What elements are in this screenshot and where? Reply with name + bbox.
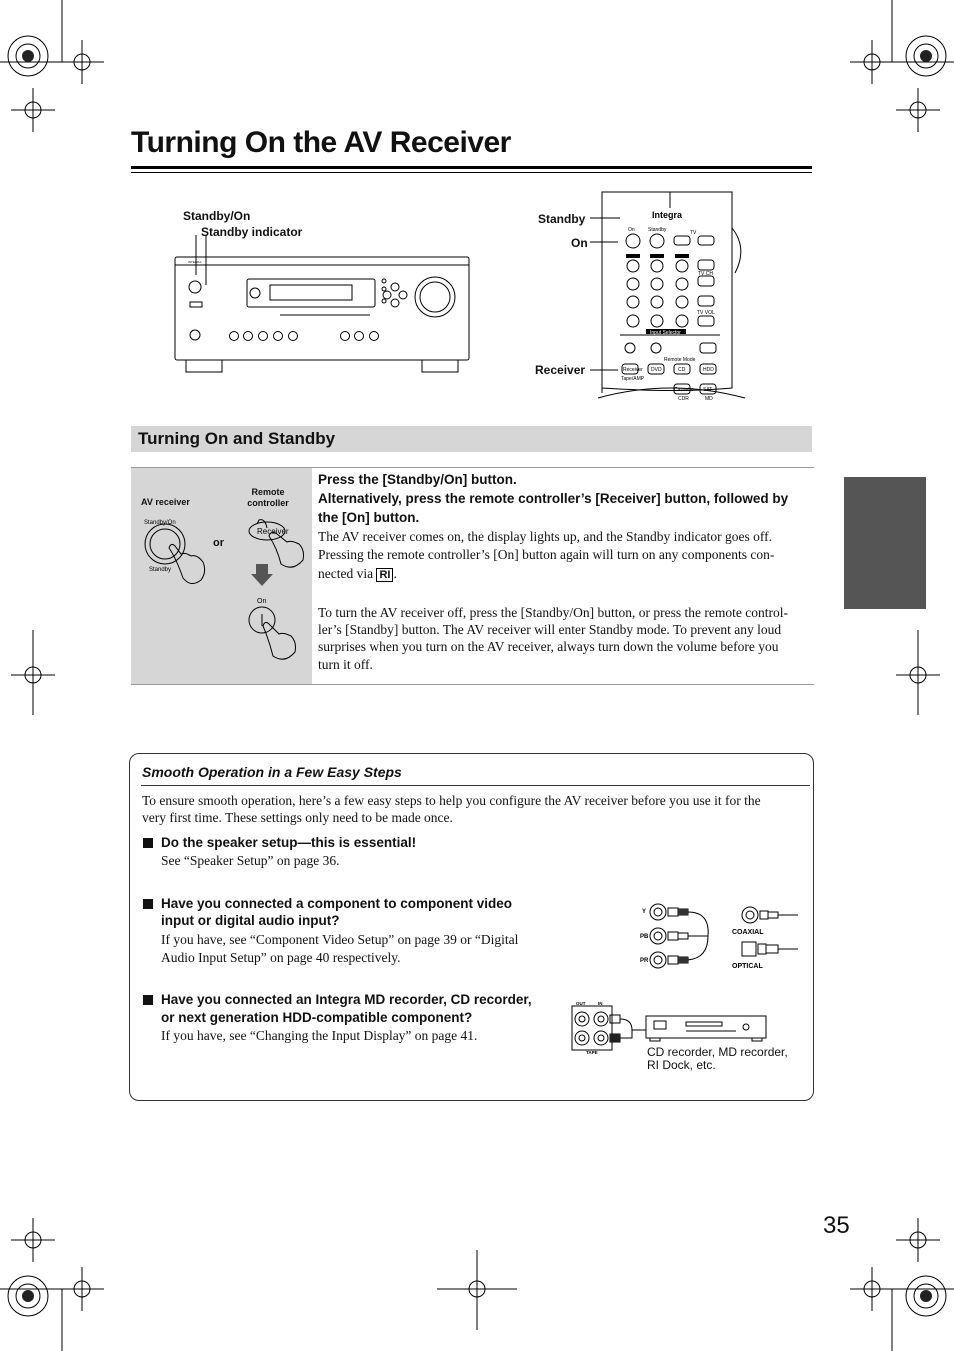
title-rule-thin [131, 172, 812, 173]
key-receiver: Receiver [257, 527, 289, 536]
page-title: Turning On the AV Receiver [131, 126, 511, 159]
label-remote-standby: Standby [538, 212, 586, 226]
item3-heading-line2: or next generation HDD-compatible component? [161, 1010, 473, 1025]
para2-line2: ler’s [Standby] button. The AV receiver will enter Standby mode. To prevent any loud [318, 622, 782, 637]
smooth-title-rule [141, 785, 810, 786]
svg-text:Input Selector: Input Selector [650, 330, 681, 336]
key-on: On [257, 598, 267, 605]
item2-body-line1: If you have, see “Component Video Setup” on page 39 or “Digital [161, 932, 519, 947]
bullet-square [143, 995, 153, 1005]
title-rule [131, 166, 812, 169]
chapter-tab [844, 477, 926, 609]
label-standby-on-small: Standby/On [144, 520, 176, 526]
item1-body: See “Speaker Setup” on page 36. [161, 853, 340, 868]
item3-body-line1: If you have, see “Changing the Input Display” on page 41. [161, 1028, 478, 1043]
item1-heading: Do the speaker setup—this is essential! [161, 835, 417, 850]
component-connection-illustration [636, 898, 806, 974]
label-av-receiver: AV receiver [141, 497, 190, 507]
label-out: OUT [576, 1001, 586, 1006]
svg-text:TV CH: TV CH [698, 271, 713, 277]
page-number: 35 [823, 1212, 850, 1239]
item2-heading-line1: Have you connected a component to component video [161, 896, 513, 911]
label-in: IN [598, 1001, 603, 1006]
item3-heading-line1: Have you connected an Integra MD recorder, CD recorder, [161, 992, 532, 1007]
step-instruction-2: Alternatively, press the remote controller’s [Receiver] button, followed by [318, 491, 789, 506]
panel-bottom-rule [131, 684, 814, 685]
svg-text:Tape/AMP: Tape/AMP [621, 376, 645, 382]
svg-text:DVD: DVD [651, 367, 662, 373]
svg-text:MD: MD [705, 396, 713, 402]
section-header [131, 426, 812, 452]
item2-body-line2: Audio Input Setup” on page 40 respectively. [161, 950, 401, 965]
svg-text:INTEGRA: INTEGRA [188, 260, 202, 264]
label-coaxial: COAXIAL [732, 929, 764, 936]
label-remote-on: On [571, 236, 588, 250]
para1-line1: The AV receiver comes on, the display lights up, and the Standby indicator goes off. [318, 529, 773, 544]
step-instruction-3: the [On] button. [318, 510, 420, 525]
para2-line4: turn it off. [318, 657, 373, 672]
svg-text:On: On [628, 227, 635, 233]
smooth-title: Smooth Operation in a Few Easy Steps [142, 764, 402, 780]
svg-text:Receiver: Receiver [623, 367, 643, 373]
label-tape: TAPE [586, 1050, 598, 1055]
av-receiver-illustration [170, 235, 475, 377]
label-standby-indicator: Standby indicator [201, 225, 303, 239]
section-header-title: Turning On and Standby [138, 429, 336, 448]
svg-text:TV: TV [690, 230, 697, 236]
label-pb: PB [640, 934, 649, 940]
svg-text:HDD: HDD [703, 367, 714, 373]
label-or: or [213, 537, 224, 549]
smooth-intro-line2: very first time. These settings only need to be made once. [142, 810, 453, 825]
label-standby-on: Standby/On [183, 209, 251, 223]
svg-text:SAT: SAT [703, 387, 713, 393]
label-optical: OPTICAL [732, 963, 763, 970]
bullet-square [143, 838, 153, 848]
label-y: Y [642, 909, 647, 915]
svg-text:Cassette: Cassette [674, 387, 694, 393]
smooth-intro-line1: To ensure smooth operation, here’s a few easy steps to help you configure the AV receiver before you use it for the [142, 793, 761, 808]
svg-text:Remote Mode: Remote Mode [664, 357, 696, 363]
svg-text:CDR: CDR [678, 396, 689, 402]
label-pr: PR [640, 958, 649, 964]
para1-line3: nected via RI . [318, 566, 397, 581]
label-remote-controller: Remote controller [247, 487, 289, 508]
remote-controller-illustration [590, 188, 750, 408]
item2-heading-line2: input or digital audio input? [161, 913, 340, 928]
para2-line1: To turn the AV receiver off, press the [Standby/On] button, or press the remote control- [318, 605, 788, 620]
instruction-illustration [131, 468, 312, 684]
bullet-square [143, 899, 153, 909]
svg-text:CD: CD [678, 367, 686, 373]
label-remote-receiver: Receiver [535, 363, 586, 377]
para1-line2: Pressing the remote controller’s [On] button again will turn on any components con- [318, 547, 775, 562]
step-instruction-1: Press the [Standby/On] button. [318, 472, 517, 487]
para2-line3: surprises when you turn on the AV receiver, always turn down the volume before you [318, 639, 779, 654]
remote-brand: Integra [652, 210, 683, 220]
ri-logo: RI [376, 568, 393, 582]
svg-text:TV VOL: TV VOL [697, 310, 715, 316]
cd-recorder-caption: CD recorder, MD recorder, RI Dock, etc. [647, 1045, 788, 1072]
label-standby-small: Standby [149, 567, 172, 573]
svg-text:Standby: Standby [648, 227, 667, 233]
